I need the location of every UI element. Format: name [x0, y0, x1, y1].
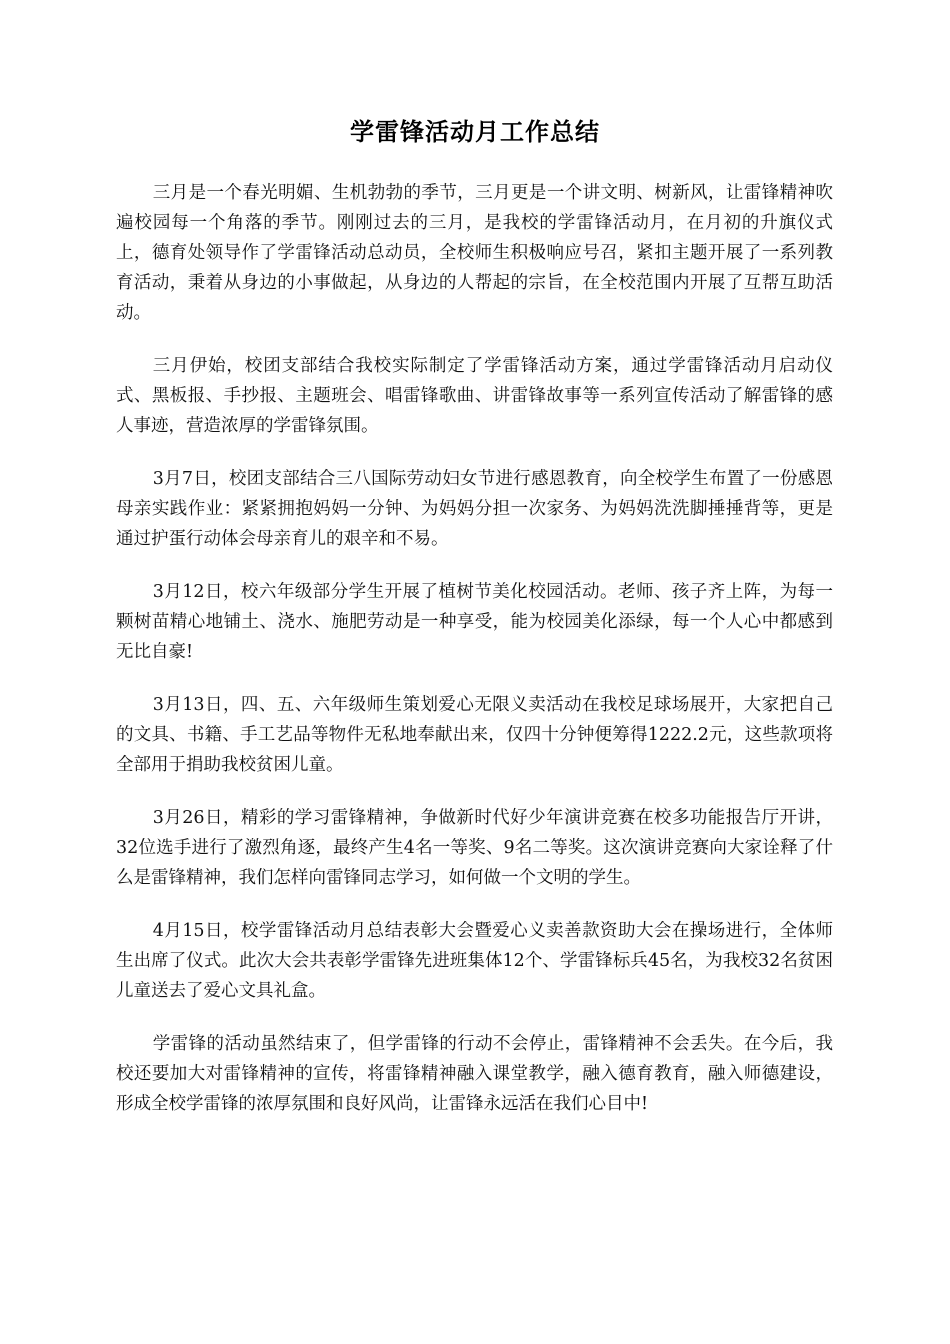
paragraph-april-15: 4月15日，校学雷锋活动月总结表彰大会暨爱心义卖善款资助大会在操场进行，全体师生出席了仪式。此次大会共表彰学雷锋先进班集体12个、学雷锋标兵45名，为我校32名贫困儿童送去了爱心文具礼盒。	[116, 921, 833, 1001]
paragraph-conclusion: 学雷锋的活动虽然结束了，但学雷锋的行动不会停止，雷锋精神不会丢失。在今后，我校还要加大对雷锋精神的宣传，将雷锋精神融入课堂教学，融入德育教育，融入师德建设，形成全校学雷锋的浓厚氛围和良好风尚，让雷锋永远活在我们心目中!	[116, 1034, 833, 1114]
document-body	[116, 178, 833, 1142]
paragraph-march-12: 3月12日，校六年级部分学生开展了植树节美化校园活动。老师、孩子齐上阵，为每一颗树苗精心地铺土、浇水、施肥劳动是一种享受，能为校园美化添绿，每一个人心中都感到无比自豪!	[116, 582, 833, 662]
paragraph-march-7: 3月7日，校团支部结合三八国际劳动妇女节进行感恩教育，向全校学生布置了一份感恩母亲实践作业：紧紧拥抱妈妈一分钟、为妈妈分担一次家务、为妈妈洗洗脚捶捶背等，更是通过护蛋行动体会母亲育儿的艰辛和不易。	[116, 469, 833, 549]
paragraph-march-13: 3月13日，四、五、六年级师生策划爱心无限义卖活动在我校足球场展开，大家把自己的文具、书籍、手工艺品等物件无私地奉献出来，仅四十分钟便筹得1222.2元，这些款项将全部用于捐助我校贫困儿童。	[116, 695, 833, 775]
document-title: 学雷锋活动月工作总结	[350, 118, 600, 146]
paragraph-intro: 三月是一个春光明媚、生机勃勃的季节，三月更是一个讲文明、树新风，让雷锋精神吹遍校园每一个角落的季节。刚刚过去的三月，是我校的学雷锋活动月，在月初的升旗仪式上，德育处领导作了学雷锋活动总动员，全校师生积极响应号召，紧扣主题开展了一系列教育活动，秉着从身边的小事做起，从身边的人帮起的宗旨，在全校范围内开展了互帮互助活动。	[116, 183, 833, 323]
paragraph-launch: 三月伊始，校团支部结合我校实际制定了学雷锋活动方案，通过学雷锋活动月启动仪式、黑板报、手抄报、主题班会、唱雷锋歌曲、讲雷锋故事等一系列宣传活动了解雷锋的感人事迹，营造浓厚的学雷锋氛围。	[116, 356, 833, 436]
paragraph-march-26: 3月26日，精彩的学习雷锋精神，争做新时代好少年演讲竞赛在校多功能报告厅开讲，32位选手进行了激烈角逐，最终产生4名一等奖、9名二等奖。这次演讲竞赛向大家诠释了什么是雷锋精神，我们怎样向雷锋同志学习，如何做一个文明的学生。	[116, 808, 833, 888]
